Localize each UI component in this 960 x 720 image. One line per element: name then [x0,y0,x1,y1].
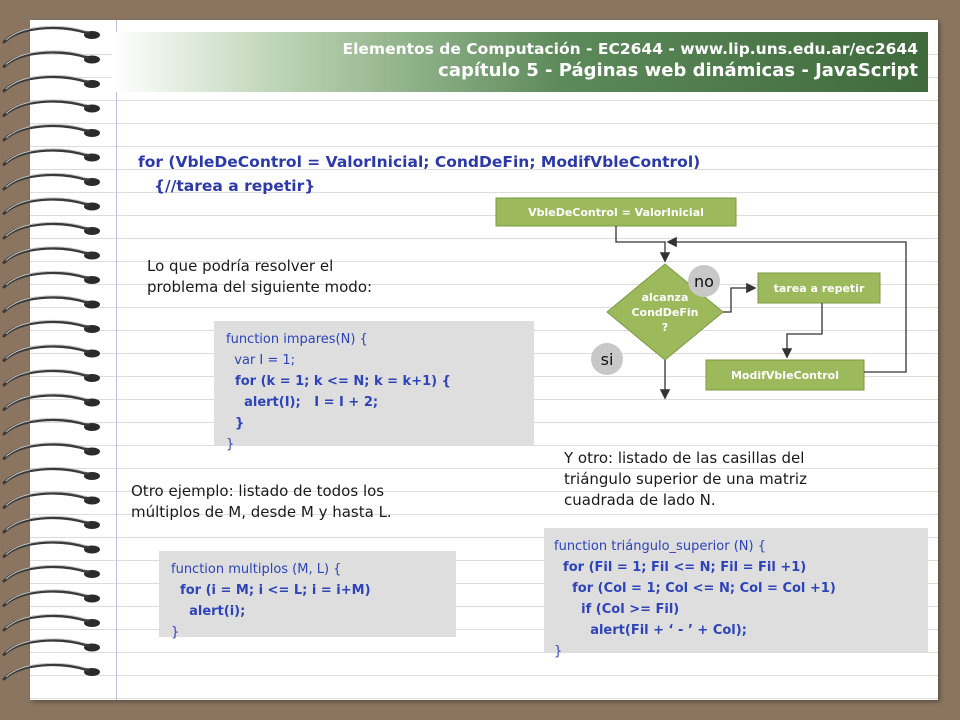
y-otro-line: triángulo superior de una matriz [564,470,807,488]
arrow-init-decision [616,226,665,260]
y-otro-line: cuadrada de lado N. [564,491,716,509]
code-line: } [554,644,563,659]
code-line: function multiplos (M, L) { [171,562,342,577]
code-line: alert(i); [171,604,246,619]
si-label: si [600,350,614,369]
task-label: tarea a repetir [773,282,865,295]
otro-line: múltiplos de M, desde M y hasta L. [131,503,392,521]
decision-label: CondDeFin [631,306,699,319]
code-line: function impares(N) { [226,332,368,347]
modif-label: ModifVbleControl [730,369,840,382]
header-course: Elementos de Computación - EC2644 - www.lip.uns.edu.ar/ec2644 [342,40,918,58]
code-line: for (Fil = 1; Fil <= N; Fil = Fil +1) [554,560,807,575]
for-syntax-line: for (VbleDeControl = ValorInicial; CondDeFin; ModifVbleControl) [138,153,701,171]
no-label: no [694,272,714,291]
arrow-no [723,288,754,312]
code-triangulo [544,528,928,659]
code-line: alert(Fil + ‘ - ’ + Col); [554,623,747,638]
init-label: VbleDeControl = ValorInicial [528,206,704,219]
for-syntax-body: {//tarea a repetir} [154,177,316,195]
code-line: } [226,416,245,431]
header-chapter: capítulo 5 - Páginas web dinámicas - JavaScript [438,60,918,81]
intro-line: problema del siguiente modo: [147,278,373,296]
code-line: for (i = M; i <= L; i = i+M) [171,583,371,598]
code-line: } [171,625,180,640]
code-line: alert(I); I = I + 2; [226,395,379,410]
code-multiplos [159,551,456,640]
code-line: } [226,437,235,452]
decision-label: alcanza [641,291,689,304]
code-line: if (Col >= Fil) [554,602,680,617]
otro-line: Otro ejemplo: listado de todos los [131,482,385,500]
code-line: for (Col = 1; Col <= N; Col = Col +1) [554,581,836,596]
decision-label: ? [661,321,669,334]
code-line: for (k = 1; k <= N; k = k+1) { [226,374,451,389]
otro-text [131,481,392,523]
code-line: var I = 1; [226,353,296,368]
intro-line: Lo que podría resolver el [147,257,334,275]
y-otro-text [564,448,807,511]
y-otro-line: Y otro: listado de las casillas del [564,449,805,467]
arrow-task-modif [787,303,822,356]
code-line: function triángulo_superior (N) { [554,539,766,554]
